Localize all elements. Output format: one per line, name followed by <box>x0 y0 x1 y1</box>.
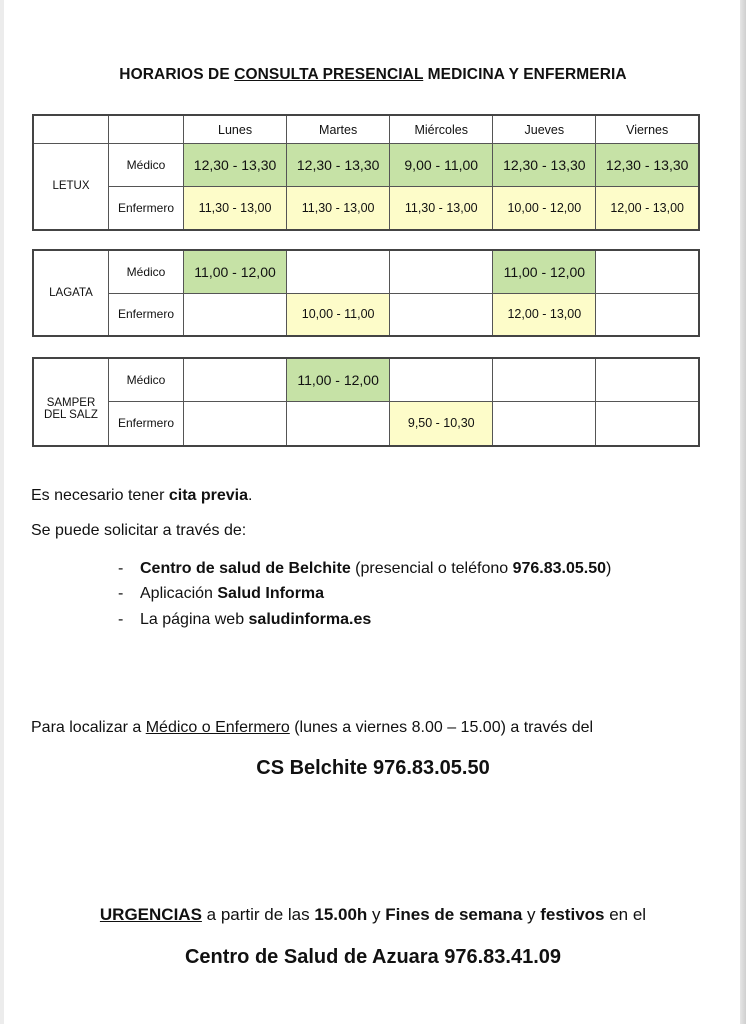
schedule-cell: 11,30 - 13,00 <box>287 187 390 230</box>
day-header: Viernes <box>596 115 699 144</box>
item1-c: 976.83.05.50 <box>512 560 607 577</box>
cita-text-a: Es necesario tener <box>31 487 169 504</box>
day-header: Jueves <box>493 115 596 144</box>
role-label: Médico <box>109 250 184 293</box>
schedule-cell: 12,30 - 13,30 <box>493 144 596 187</box>
site-name-line1: SAMPER <box>46 397 96 409</box>
cs-belchite-phone: CS Belchite 976.83.05.50 <box>256 757 490 779</box>
urgencias-b: a partir de las <box>201 905 315 924</box>
urgencias-e: Fines de semana <box>385 905 523 924</box>
role-label: Enfermero <box>109 293 184 336</box>
schedule-cell <box>184 293 287 336</box>
header-empty-2 <box>109 115 184 144</box>
role-label: Médico <box>109 358 184 401</box>
schedule-cell: 10,00 - 12,00 <box>493 187 596 230</box>
title-part1: HORARIOS DE <box>119 66 235 83</box>
schedule-cell: 11,30 - 13,00 <box>184 187 287 230</box>
table-row-enfermero <box>33 187 699 230</box>
cita-text-b: cita previa <box>168 487 249 504</box>
schedule-cell: 11,00 - 12,00 <box>184 250 287 293</box>
schedule-cell: 9,50 - 10,30 <box>390 401 493 446</box>
schedule-cell: 11,30 - 13,00 <box>390 187 493 230</box>
header-empty-1 <box>33 115 109 144</box>
schedule-cell <box>184 358 287 401</box>
title-part2: CONSULTA PRESENCIAL <box>234 66 424 83</box>
item2-a: Aplicación <box>140 585 218 602</box>
urgencias-f: y <box>522 905 541 924</box>
page-edge-left <box>0 0 4 1024</box>
schedule-cell <box>493 358 596 401</box>
item3-a: La página web <box>140 611 249 628</box>
list-dash: - <box>118 560 124 577</box>
site-name: LAGATA <box>33 250 109 336</box>
role-label: Médico <box>109 144 184 187</box>
localizar-c: (lunes a viernes 8.00 – 15.00) a través del <box>289 719 594 736</box>
schedule-cell: 12,30 - 13,30 <box>287 144 390 187</box>
role-label: Enfermero <box>109 401 184 446</box>
schedule-cell <box>390 250 493 293</box>
schedule-cell: 10,00 - 11,00 <box>287 293 390 336</box>
table-row-medico <box>33 144 699 187</box>
schedule-cell <box>596 293 699 336</box>
schedule-cell <box>287 401 390 446</box>
localizar-b: Médico o Enfermero <box>145 719 290 736</box>
list-item-web <box>118 611 371 629</box>
schedule-cell <box>596 250 699 293</box>
schedule-cell <box>390 293 493 336</box>
table-row-medico <box>33 358 699 401</box>
schedule-cell: 11,00 - 12,00 <box>493 250 596 293</box>
day-header: Lunes <box>184 115 287 144</box>
urgencias-a: URGENCIAS <box>99 905 202 924</box>
schedule-cell: 11,00 - 12,00 <box>287 358 390 401</box>
schedule-cell: 9,00 - 11,00 <box>390 144 493 187</box>
cita-previa-text <box>31 487 252 505</box>
table-header-row <box>33 115 699 144</box>
schedule-cell: 12,00 - 13,00 <box>596 187 699 230</box>
site-name: LETUX <box>33 144 109 230</box>
site-name-line2: DEL SALZ <box>44 409 98 421</box>
table-row-enfermero <box>33 401 699 446</box>
list-dash: - <box>118 611 124 628</box>
item1-a: Centro de salud de Belchite <box>140 560 351 577</box>
role-label: Enfermero <box>109 187 184 230</box>
cita-text-c: . <box>248 487 253 504</box>
schedule-cell <box>390 358 493 401</box>
list-item-centro <box>118 560 611 578</box>
item1-b: (presencial o teléfono <box>350 560 513 577</box>
table-row-medico <box>33 250 699 293</box>
urgencias-text <box>0 905 746 925</box>
schedule-cell <box>287 250 390 293</box>
list-item-app <box>118 585 324 603</box>
schedule-cell <box>596 401 699 446</box>
page-edge-right <box>740 0 746 1024</box>
page-title <box>0 66 746 84</box>
urgencias-h: en el <box>604 905 647 924</box>
schedule-table-letux <box>32 114 700 231</box>
item3-b: saludinforma.es <box>248 611 372 628</box>
schedule-cell: 12,00 - 13,00 <box>493 293 596 336</box>
localizar-text <box>31 719 593 737</box>
schedule-cell <box>596 358 699 401</box>
urgencias-d: y <box>367 905 386 924</box>
centro-azuara-phone: Centro de Salud de Azuara 976.83.41.09 <box>184 946 562 968</box>
schedule-cell <box>493 401 596 446</box>
urgencias-g: festivos <box>540 905 605 924</box>
schedule-cell: 12,30 - 13,30 <box>596 144 699 187</box>
title-part3: MEDICINA Y ENFERMERIA <box>423 66 627 83</box>
urgencias-c: 15.00h <box>314 905 368 924</box>
day-header: Martes <box>287 115 390 144</box>
schedule-cell: 12,30 - 13,30 <box>184 144 287 187</box>
item2-b: Salud Informa <box>217 585 325 602</box>
schedule-table-samper <box>32 357 700 447</box>
site-name <box>33 358 109 446</box>
table-row-enfermero <box>33 293 699 336</box>
item1-d: ) <box>606 560 612 577</box>
list-dash: - <box>118 585 124 602</box>
localizar-a: Para localizar a <box>31 719 146 736</box>
day-header: Miércoles <box>390 115 493 144</box>
schedule-cell <box>184 401 287 446</box>
solicitar-text: Se puede solicitar a través de: <box>31 522 247 539</box>
schedule-table-lagata <box>32 249 700 337</box>
